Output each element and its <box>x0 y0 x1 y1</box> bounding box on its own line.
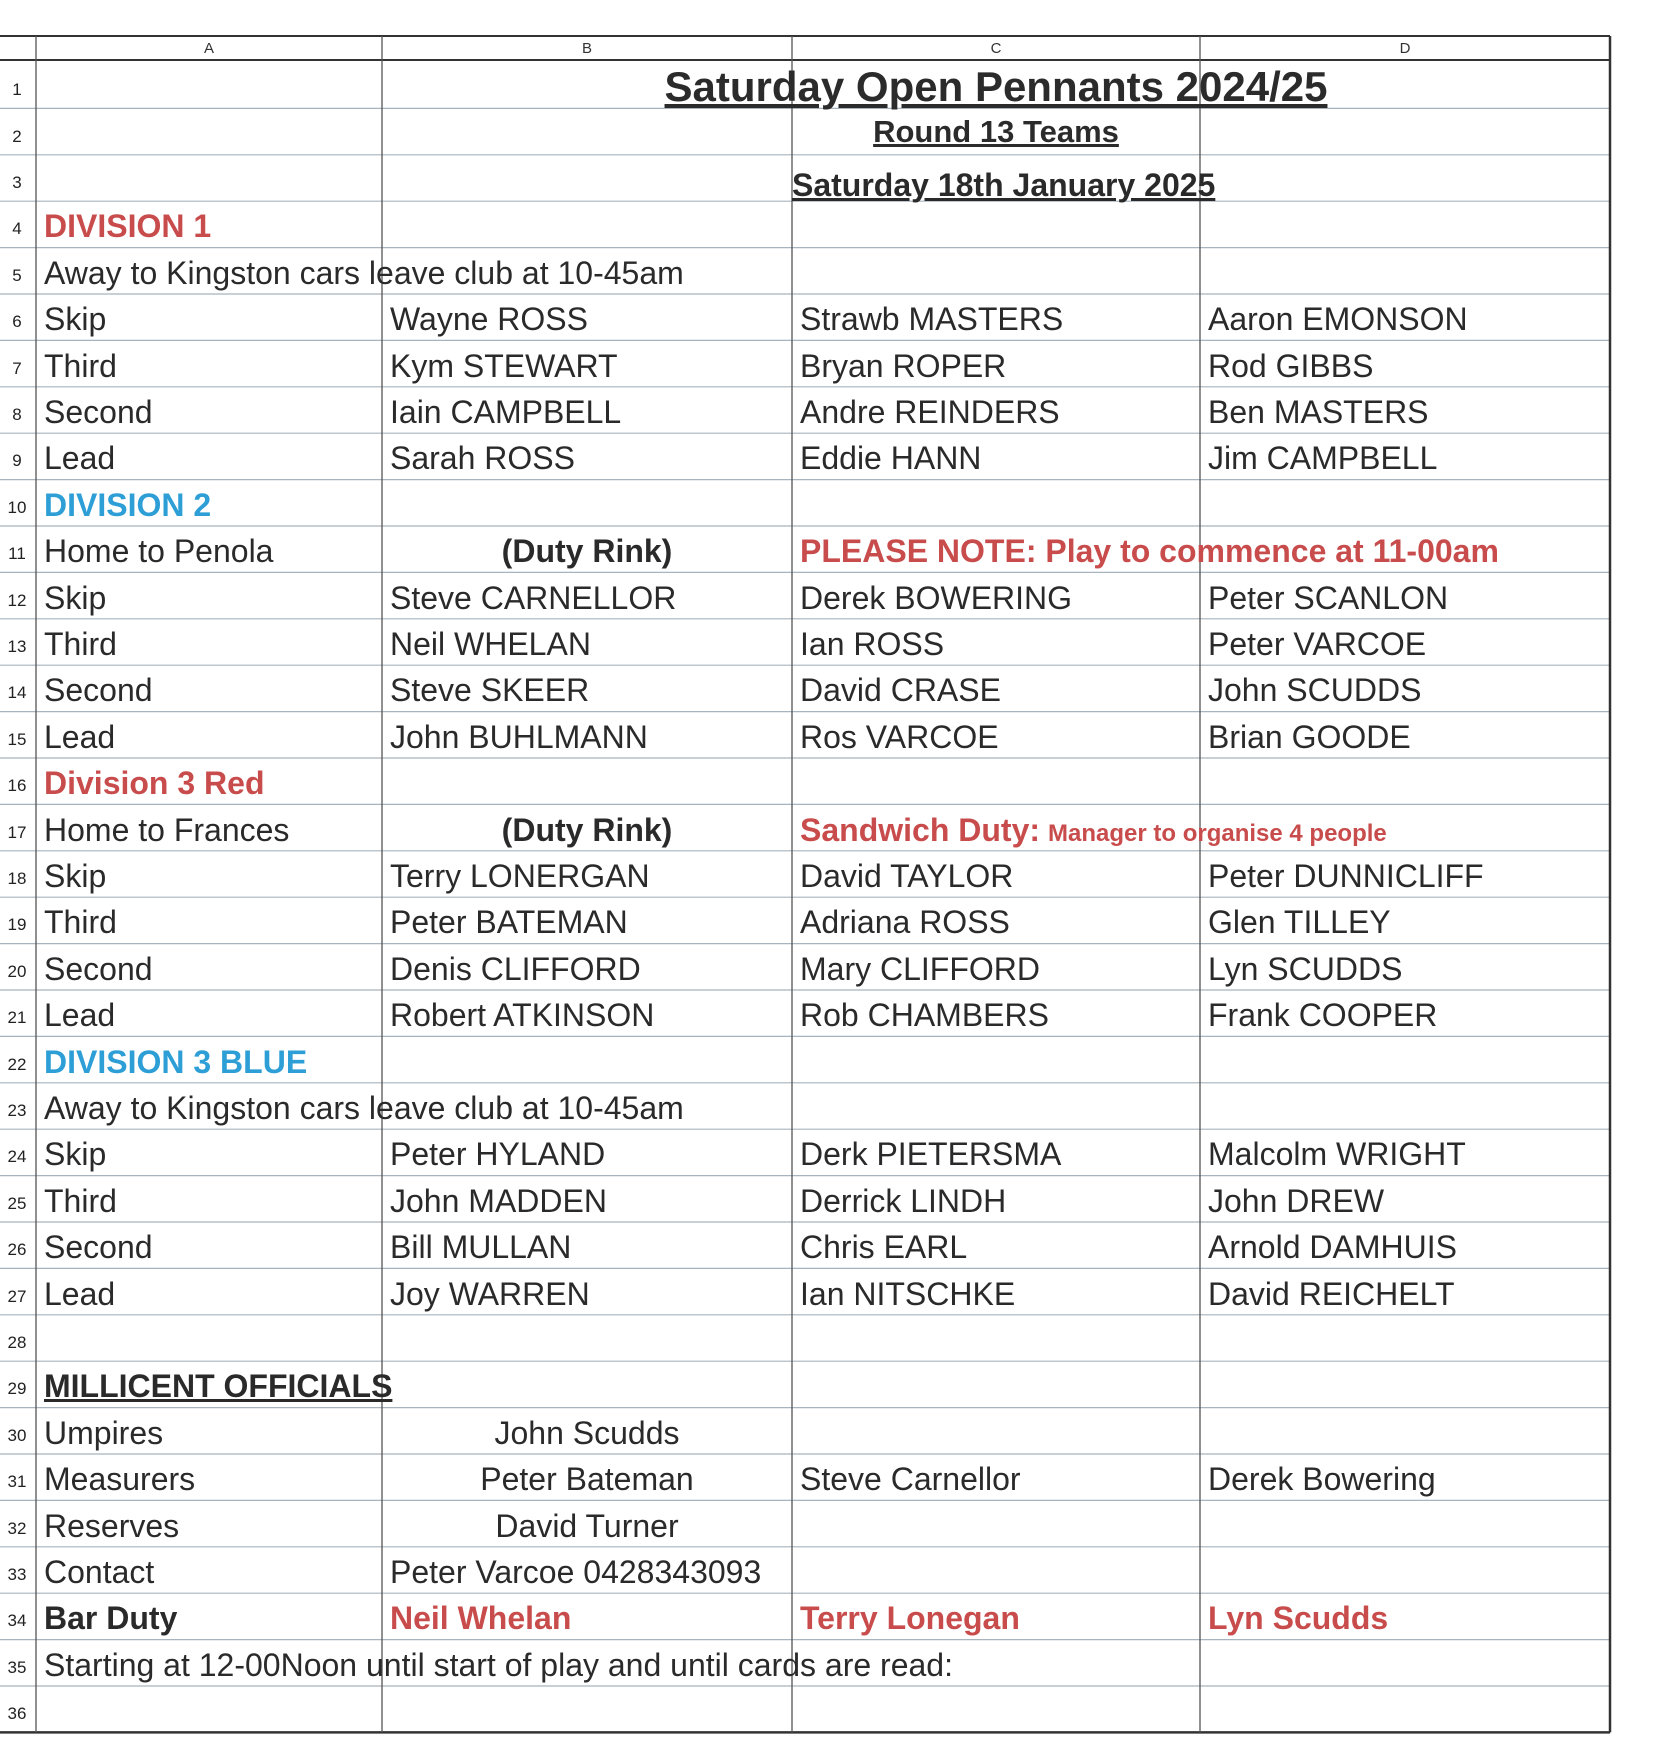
row-number: 6 <box>12 312 22 332</box>
position-label: Lead <box>44 1275 116 1312</box>
umpires-label: Umpires <box>44 1414 164 1451</box>
player-name: David REICHELT <box>1208 1275 1455 1312</box>
bar-duty-name: Neil Whelan <box>390 1600 572 1637</box>
position-label: Skip <box>44 301 107 338</box>
position-label: Third <box>44 1182 117 1219</box>
player-name: Kym STEWART <box>390 347 618 384</box>
position-label: Second <box>44 1229 153 1266</box>
player-name: Lyn SCUDDS <box>1208 950 1403 987</box>
measurer-name: Peter Bateman <box>480 1461 694 1498</box>
player-name: Strawb MASTERS <box>800 301 1064 338</box>
measurer-name: Steve Carnellor <box>800 1461 1021 1498</box>
player-name: Glen TILLEY <box>1208 904 1391 941</box>
player-name: David CRASE <box>800 672 1001 709</box>
row-number: 2 <box>12 126 22 146</box>
player-name: Arnold DAMHUIS <box>1208 1229 1457 1266</box>
player-name: Ben MASTERS <box>1208 394 1429 430</box>
player-name: Jim CAMPBELL <box>1208 440 1438 477</box>
player-name: Bill MULLAN <box>390 1229 572 1266</box>
player-name: Malcolm WRIGHT <box>1208 1136 1466 1173</box>
round-title: Round 13 Teams <box>873 114 1119 150</box>
row-number: 27 <box>7 1286 27 1306</box>
player-name: Rod GIBBS <box>1208 347 1374 384</box>
position-label: Skip <box>44 579 107 616</box>
division-heading: Division 3 Red <box>44 765 265 802</box>
duty-rink-label: (Duty Rink) <box>501 533 673 570</box>
column-header-a: A <box>203 40 214 57</box>
position-label: Third <box>44 904 117 941</box>
officials-heading: MILLICENT OFFICIALS <box>44 1368 393 1405</box>
division-fixture: Home to Frances <box>44 811 290 848</box>
player-name: Wayne ROSS <box>390 301 588 338</box>
row-number: 15 <box>7 729 27 749</box>
row-number: 25 <box>7 1193 27 1213</box>
row-number: 21 <box>7 1008 27 1028</box>
player-name: Ian NITSCHKE <box>800 1275 1016 1312</box>
row-number: 33 <box>7 1565 27 1584</box>
player-name: Andre REINDERS <box>800 394 1060 430</box>
player-name: John SCUDDS <box>1208 672 1422 709</box>
player-name: Chris EARL <box>800 1229 968 1266</box>
player-name: Ros VARCOE <box>800 718 999 755</box>
row-number: 8 <box>12 405 22 424</box>
player-name: John BUHLMANN <box>390 718 648 755</box>
player-name: Derk PIETERSMA <box>800 1136 1062 1173</box>
position-label: Lead <box>44 440 116 477</box>
sandwich-duty-note <box>800 811 1387 848</box>
player-name: Denis CLIFFORD <box>390 950 641 987</box>
division-heading: DIVISION 3 BLUE <box>44 1043 308 1080</box>
row-number: 31 <box>7 1472 27 1492</box>
row-number: 19 <box>7 915 27 935</box>
player-name: Derrick LINDH <box>800 1182 1007 1219</box>
sandwich-duty-detail: Manager to organise 4 people <box>1048 819 1387 847</box>
row-number: 16 <box>7 776 27 796</box>
row-number: 14 <box>7 683 27 703</box>
row-number: 3 <box>12 173 22 192</box>
bar-duty-name: Terry Lonegan <box>800 1600 1020 1637</box>
column-header-b: B <box>581 40 592 57</box>
umpire-name: John Scudds <box>494 1414 680 1451</box>
player-name: Eddie HANN <box>800 440 982 477</box>
player-name: John MADDEN <box>390 1182 607 1219</box>
row-number: 4 <box>12 219 22 239</box>
row-number: 17 <box>7 822 27 842</box>
row-number: 26 <box>7 1240 27 1260</box>
column-header-c: C <box>990 40 1002 57</box>
division-heading: DIVISION 1 <box>44 208 212 245</box>
sandwich-duty-label: Sandwich Duty: <box>800 811 1041 848</box>
position-label: Lead <box>44 997 116 1034</box>
row-number: 34 <box>7 1611 27 1631</box>
player-name: Frank COOPER <box>1208 997 1438 1034</box>
contact-value: Peter Varcoe 0428343093 <box>390 1554 762 1590</box>
player-name: Steve SKEER <box>390 672 590 709</box>
position-label: Second <box>44 950 153 987</box>
position-label: Second <box>44 672 153 709</box>
division-fixture: Away to Kingston cars leave club at 10-45am <box>44 1090 684 1126</box>
row-number: 11 <box>8 544 26 564</box>
duty-rink-label: (Duty Rink) <box>501 811 673 848</box>
player-name: Peter SCANLON <box>1208 579 1449 616</box>
row-number: 20 <box>7 961 27 981</box>
row-number: 12 <box>7 590 27 610</box>
row-number: 32 <box>7 1518 27 1538</box>
row-number: 9 <box>12 451 22 471</box>
row-number: 18 <box>7 869 27 888</box>
division-heading: DIVISION 2 <box>44 486 212 523</box>
player-name: Bryan ROPER <box>800 347 1007 384</box>
row-number: 22 <box>7 1054 27 1074</box>
match-date: Saturday 18th January 2025 <box>792 166 1216 203</box>
bar-duty-name: Lyn Scudds <box>1208 1600 1389 1637</box>
player-name: Terry LONERGAN <box>390 858 650 894</box>
player-name: Peter HYLAND <box>390 1136 606 1173</box>
player-name: Ian ROSS <box>800 626 945 662</box>
bar-duty-note: Starting at 12-00Noon until start of play and until cards are read: <box>44 1646 953 1683</box>
row-number: 24 <box>7 1147 27 1167</box>
position-label: Lead <box>44 718 116 755</box>
column-header-d: D <box>1399 40 1411 57</box>
player-name: Rob CHAMBERS <box>800 997 1049 1034</box>
player-name: Peter VARCOE <box>1208 626 1427 662</box>
player-name: Joy WARREN <box>390 1275 590 1312</box>
row-number: 36 <box>7 1704 27 1724</box>
row-number: 7 <box>12 358 22 378</box>
bar-duty-label: Bar Duty <box>44 1600 178 1637</box>
player-name: Peter DUNNICLIFF <box>1208 858 1484 894</box>
position-label: Third <box>44 347 117 384</box>
player-name: Neil WHELAN <box>390 626 591 662</box>
reserves-label: Reserves <box>44 1507 180 1544</box>
player-name: Brian GOODE <box>1208 718 1411 755</box>
row-number: 5 <box>12 265 22 285</box>
player-name: Steve CARNELLOR <box>390 579 677 616</box>
player-name: Sarah ROSS <box>390 440 575 477</box>
player-name: Peter BATEMAN <box>390 904 628 941</box>
row-number: 10 <box>7 497 27 517</box>
position-label: Skip <box>44 858 107 894</box>
measurer-name: Derek Bowering <box>1208 1461 1436 1498</box>
play-time-note: PLEASE NOTE: Play to commence at 11-00am <box>800 533 1499 570</box>
player-name: David TAYLOR <box>800 858 1014 894</box>
position-label: Third <box>44 626 117 662</box>
player-name: Derek BOWERING <box>800 579 1073 616</box>
page-title: Saturday Open Pennants 2024/25 <box>664 63 1328 110</box>
row-number: 29 <box>7 1379 27 1399</box>
row-number: 13 <box>7 637 27 656</box>
row-number: 30 <box>7 1425 27 1445</box>
contact-label: Contact <box>44 1554 155 1590</box>
row-number: 1 <box>12 80 22 100</box>
player-name: Aaron EMONSON <box>1208 301 1468 338</box>
player-name: Mary CLIFFORD <box>800 950 1040 987</box>
row-number: 28 <box>7 1333 27 1352</box>
player-name: Adriana ROSS <box>800 904 1010 941</box>
position-label: Second <box>44 394 153 430</box>
measurers-label: Measurers <box>44 1461 196 1498</box>
player-name: Robert ATKINSON <box>390 997 655 1034</box>
row-number: 35 <box>7 1657 27 1677</box>
position-label: Skip <box>44 1136 107 1173</box>
division-fixture: Away to Kingston cars leave club at 10-45am <box>44 254 684 291</box>
player-name: Iain CAMPBELL <box>390 394 622 430</box>
player-name: John DREW <box>1208 1182 1385 1219</box>
reserve-name: David Turner <box>495 1507 679 1544</box>
row-number: 23 <box>7 1101 27 1120</box>
division-fixture: Home to Penola <box>44 533 274 570</box>
